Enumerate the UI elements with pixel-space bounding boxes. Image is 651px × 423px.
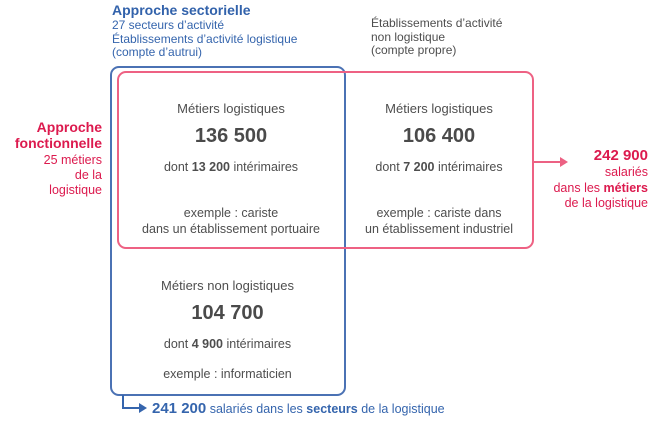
example-line: exemple : informaticien bbox=[163, 367, 292, 381]
sectorial-total-value: 241 200 bbox=[152, 400, 207, 417]
functional-subtitle-line: 25 métiers bbox=[43, 153, 102, 167]
cell-title: Métiers logistiques bbox=[385, 101, 493, 116]
cell-sector-logistic-jobs bbox=[119, 101, 343, 237]
functional-total-value: 242 900 bbox=[593, 147, 648, 164]
functional-total-line: dans les métiers bbox=[553, 180, 648, 195]
sectorial-approach-label bbox=[112, 2, 297, 60]
functional-total-line: salariés bbox=[604, 165, 648, 179]
functional-total bbox=[553, 147, 648, 212]
sectorial-label-line: Établissements d’activité logistique bbox=[112, 31, 298, 46]
cell-example bbox=[347, 205, 531, 237]
non-logistic-label-line: Établissements d’activité bbox=[371, 16, 503, 30]
non-logistic-label-line: (compte propre) bbox=[371, 43, 457, 58]
functional-total-line: de la logistique bbox=[564, 196, 648, 210]
sectorial-total: 241 200 salariés dans les secteurs de la logistique bbox=[152, 400, 445, 417]
functional-subtitle-line: logistique bbox=[49, 183, 102, 197]
sectorial-label-line: (compte d’autrui) bbox=[112, 45, 203, 60]
cell-own-account-logistic-jobs bbox=[347, 101, 531, 237]
interim-value: 7 200 bbox=[403, 160, 435, 174]
functional-approach-subtitle bbox=[0, 153, 102, 198]
cell-value: 136 500 bbox=[194, 125, 268, 147]
functional-subtitle-line: de la bbox=[74, 168, 102, 182]
cell-title: Métiers non logistiques bbox=[161, 278, 294, 293]
example-line: exemple : cariste bbox=[183, 206, 279, 220]
cell-sector-non-logistic-jobs bbox=[112, 278, 343, 382]
cell-interim-line: dont 4 900 intérimaires bbox=[163, 337, 292, 351]
interim-value: 13 200 bbox=[191, 160, 230, 174]
cell-example bbox=[119, 205, 343, 237]
cell-interim-line: dont 7 200 intérimaires bbox=[375, 160, 503, 174]
functional-title-line: fonctionnelle bbox=[14, 135, 102, 151]
sectorial-label-line: 27 secteurs d’activité bbox=[112, 18, 225, 32]
example-line: exemple : cariste dans bbox=[376, 206, 502, 220]
non-logistic-establishments-label bbox=[371, 17, 502, 58]
right-arrow-icon bbox=[139, 403, 147, 413]
sectorial-total-arrow-horizontal bbox=[122, 407, 140, 409]
functional-title-line: Approche bbox=[36, 119, 102, 135]
interim-value: 4 900 bbox=[191, 337, 223, 351]
cell-value: 106 400 bbox=[402, 125, 476, 147]
non-logistic-label-line: non logistique bbox=[371, 29, 446, 44]
functional-approach-title bbox=[0, 119, 102, 151]
functional-approach-label bbox=[0, 119, 102, 198]
cell-value: 104 700 bbox=[191, 302, 264, 324]
example-line: un établissement industriel bbox=[365, 222, 513, 236]
sectorial-approach-title: Approche sectorielle bbox=[112, 2, 251, 18]
cell-example bbox=[112, 366, 343, 382]
cell-title: Métiers logistiques bbox=[177, 101, 285, 116]
cell-interim-line: dont 13 200 intérimaires bbox=[163, 160, 299, 174]
example-line: dans un établissement portuaire bbox=[142, 222, 320, 236]
